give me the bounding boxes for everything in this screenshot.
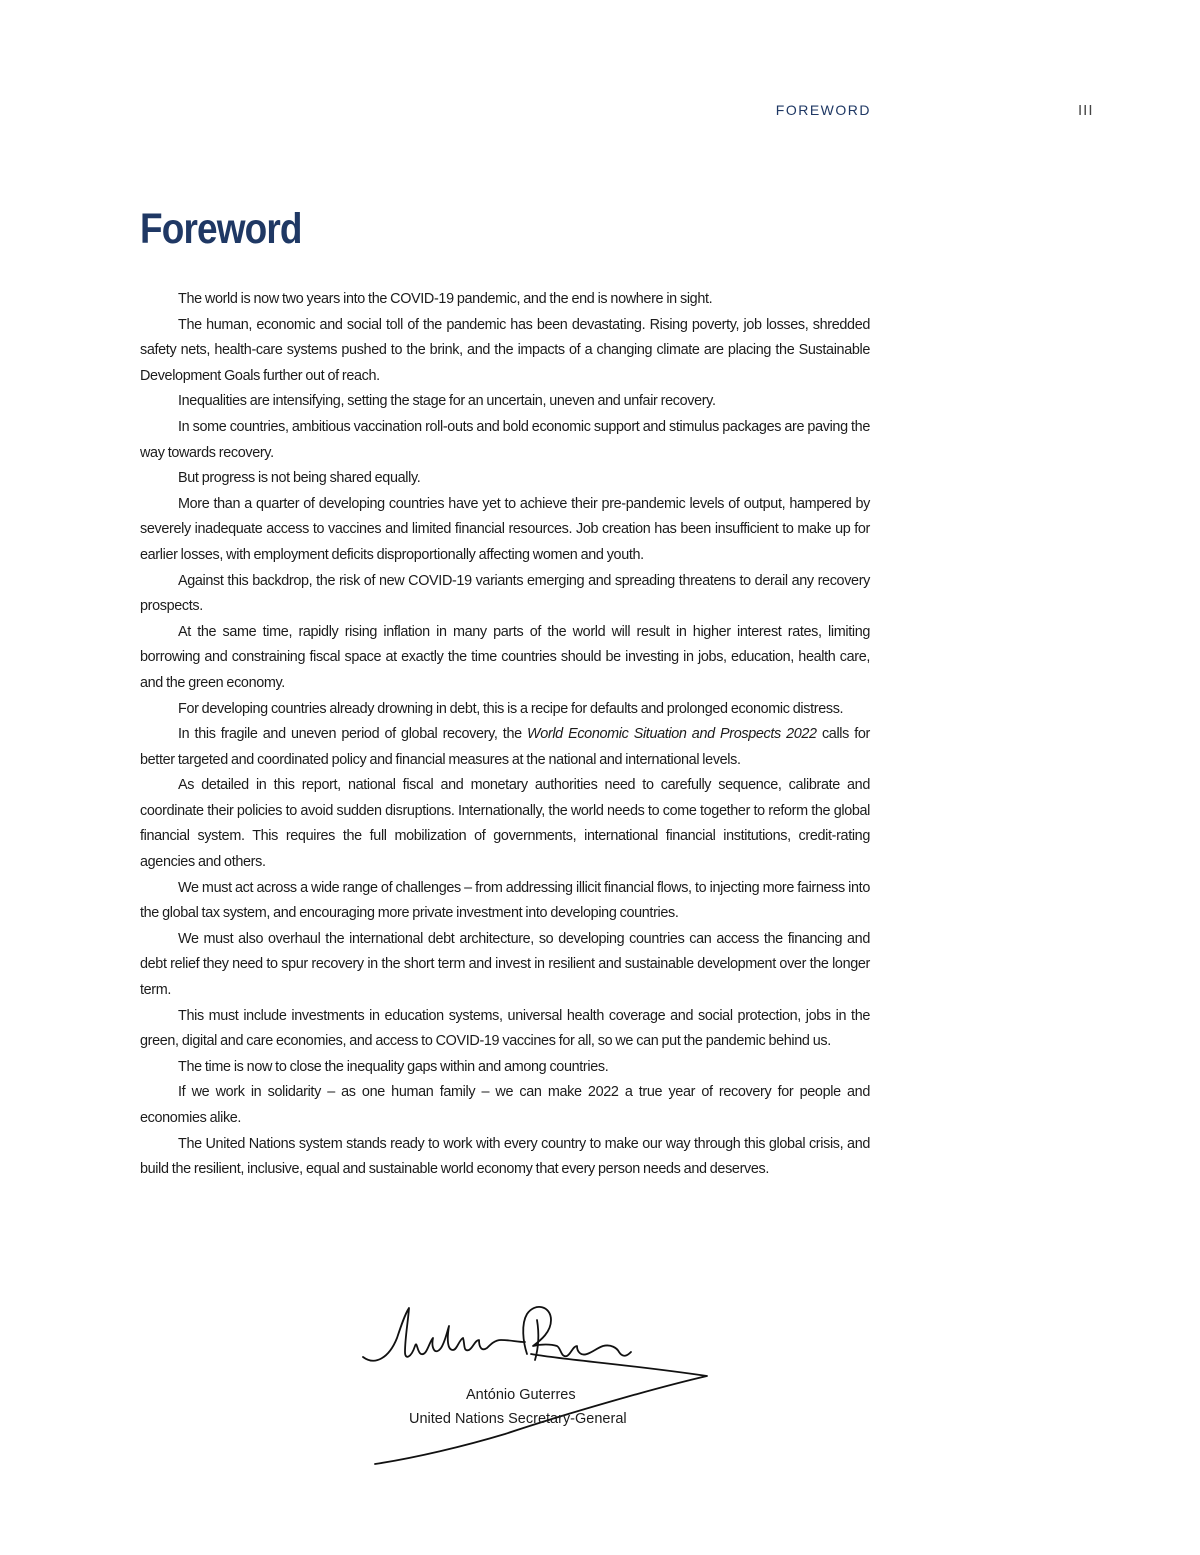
signer-title: United Nations Secretary-General bbox=[409, 1411, 627, 1427]
paragraph: Against this backdrop, the risk of new COVID-19 variants emerging and spreading threatens to derail any recovery prospects. bbox=[140, 572, 870, 615]
report-title-italic: World Economic Situation and Prospects 2022 bbox=[527, 726, 817, 743]
paragraph: In this fragile and uneven period of global recovery, the World Economic Situation and Prospects 2022 calls for better targeted and coordinated policy and financial measures at the national and international levels. bbox=[140, 726, 870, 768]
paragraph: This must include investments in education systems, universal health coverage and social protection, jobs in the green, digital and care economies, and access to COVID-19 vaccines for all, so we can put the pandemic behind us. bbox=[140, 1007, 870, 1050]
page-title: Foreword bbox=[140, 205, 302, 253]
section-label: FOREWORD bbox=[775, 102, 871, 118]
paragraph: The United Nations system stands ready to work with every country to make our way through this global crisis, and build the resilient, inclusive, equal and sustainable world economy that every person needs and deserves. bbox=[140, 1135, 870, 1178]
paragraph: The world is now two years into the COVID-19 pandemic, and the end is nowhere in sight. bbox=[178, 291, 713, 307]
paragraph: We must also overhaul the international debt architecture, so developing countries can access the financing and debt relief they need to spur recovery in the short term and invest in resilient and sustainable development over the longer term. bbox=[140, 930, 870, 999]
foreword-body bbox=[140, 287, 870, 1183]
paragraph: The human, economic and social toll of the pandemic has been devastating. Rising poverty, job losses, shredded safety nets, health-care systems pushed to the brink, and the impacts of a changing climate are placing the Sustainable Development Goals further out of reach. bbox=[140, 316, 870, 384]
paragraph: In some countries, ambitious vaccination roll-outs and bold economic support and stimulus packages are paving the way towards recovery. bbox=[140, 418, 870, 461]
paragraph: For developing countries already drowning in debt, this is a recipe for defaults and prolonged economic distress. bbox=[178, 700, 844, 717]
paragraph: More than a quarter of developing countries have yet to achieve their pre-pandemic levels of output, hampered by severely inadequate access to vaccines and limited financial resources. Job creation has been insufficient to make up for earlier losses, with employment deficits disproportionally affecting women and youth. bbox=[140, 495, 870, 563]
paragraph: But progress is not being shared equally. bbox=[178, 470, 421, 487]
paragraph: The time is now to close the inequality gaps within and among countries. bbox=[178, 1058, 609, 1075]
running-header bbox=[0, 102, 1200, 126]
paragraph: Inequalities are intensifying, setting the stage for an uncertain, uneven and unfair recovery. bbox=[178, 393, 716, 410]
paragraph: If we work in solidarity – as one human family – we can make 2022 a true year of recovery for people and economies alike. bbox=[140, 1084, 870, 1126]
signer-name: António Guterres bbox=[466, 1387, 576, 1403]
paragraph: At the same time, rapidly rising inflation in many parts of the world will result in higher interest rates, limiting borrowing and constraining fiscal space at exactly the time countries should be investing in jobs, education, health care, and the green economy. bbox=[140, 623, 870, 691]
signature-block bbox=[355, 1302, 725, 1472]
paragraph: We must act across a wide range of challenges – from addressing illicit financial flows, to injecting more fairness into the global tax system, and encouraging more private investment into developing countries. bbox=[140, 879, 870, 922]
page-number: III bbox=[1078, 102, 1094, 119]
paragraph: As detailed in this report, national fiscal and monetary authorities need to carefully sequence, calibrate and coordinate their policies to avoid sudden disruptions. Internationally, the world needs to come together to reform the global financial system. This requires the full mobilization of governments, international financial institutions, credit-rating agencies and others. bbox=[140, 777, 870, 871]
